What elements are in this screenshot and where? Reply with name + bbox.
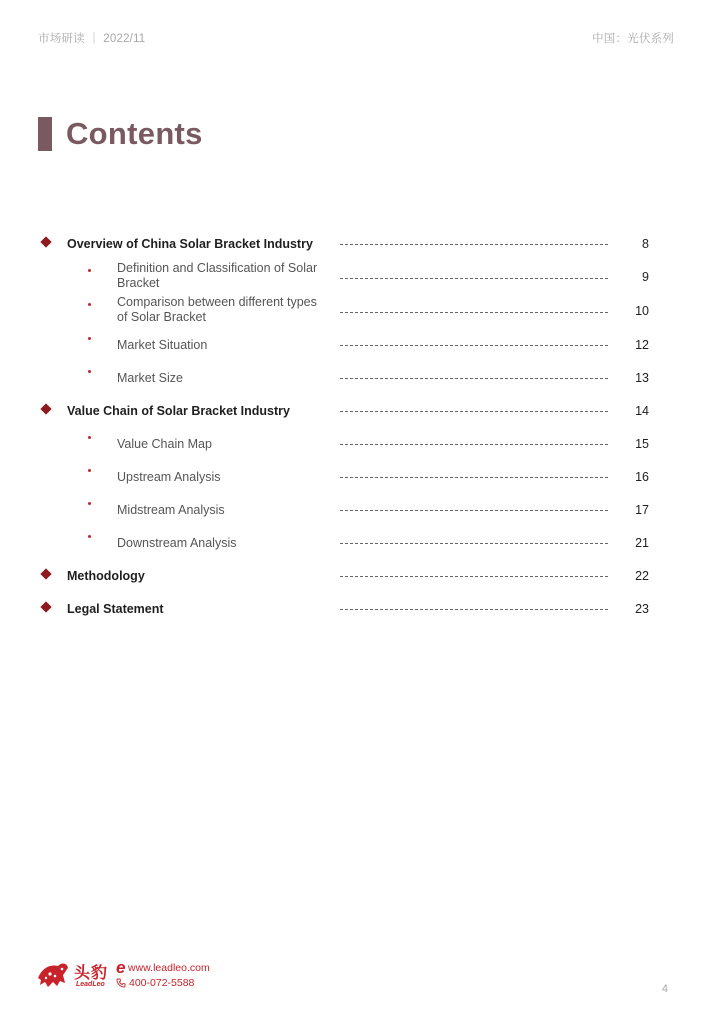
toc-entry[interactable] [0,593,710,626]
dotted-leader [340,278,608,279]
dotted-leader [340,510,608,511]
toc-entry-page: 9 [642,270,649,284]
phone-number: 400-072-5588 [129,977,195,989]
dot-bullet-icon [88,535,91,538]
toc-entry[interactable] [0,461,710,494]
toc-entry-page: 13 [635,371,649,385]
toc-entry-label: Upstream Analysis [117,470,221,484]
dot-bullet-icon [88,502,91,505]
toc-entry-page: 21 [635,536,649,550]
toc-entry-label: Overview of China Solar Bracket Industry [67,237,313,251]
header-report-type-date: 市场研读 ｜ 2022/11 [38,33,146,45]
dotted-leader [340,411,608,412]
toc-entry-label: Comparison between different types of Solar Bracket [117,295,317,324]
toc-entry[interactable] [0,329,710,362]
dotted-leader [340,312,608,313]
page-title: Contents [66,116,203,151]
toc-entry[interactable] [0,228,710,261]
toc-entry-page: 23 [635,602,649,616]
toc-entry[interactable] [0,295,710,329]
toc-entry-label: Midstream Analysis [117,503,225,517]
diamond-bullet-icon [40,403,51,414]
toc-entry-page: 12 [635,338,649,352]
title-accent-bar [38,117,52,151]
dotted-leader [340,576,608,577]
dotted-leader [340,244,608,245]
website-link[interactable]: www.leadleo.com [128,962,210,974]
toc-entry-label: Market Size [117,371,183,385]
dot-bullet-icon [88,337,91,340]
dot-bullet-icon [88,269,91,272]
toc-entry-page: 8 [642,237,649,251]
dotted-leader [340,609,608,610]
dotted-leader [340,378,608,379]
toc-entry-label: Downstream Analysis [117,536,237,550]
toc-entry-page: 15 [635,437,649,451]
toc-entry-page: 10 [635,304,649,318]
brand-e-mark: e [116,958,126,977]
contents-heading [38,116,203,152]
dotted-leader [340,444,608,445]
leadleo-logo [36,958,211,994]
brand-name-cn: 头豹 [74,965,109,982]
dot-bullet-icon [88,303,91,306]
dot-bullet-icon [88,436,91,439]
toc-entry[interactable] [0,362,710,395]
dotted-leader [340,345,608,346]
toc-entry-page: 16 [635,470,649,484]
dot-bullet-icon [88,370,91,373]
dot-bullet-icon [88,469,91,472]
toc-entry[interactable] [0,560,710,593]
leopard-logo-icon [36,958,70,990]
toc-entry-label: Market Situation [117,338,208,352]
table-of-contents [0,228,710,626]
phone-icon [116,978,126,988]
toc-entry[interactable] [0,261,710,295]
diamond-bullet-icon [40,601,51,612]
header-series: 中国：光伏系列 [592,33,674,45]
toc-entry-label: Methodology [67,569,145,583]
dotted-leader [340,477,608,478]
toc-entry[interactable] [0,527,710,560]
toc-entry-label: Legal Statement [67,602,164,616]
toc-entry-page: 17 [635,503,649,517]
page-number: 4 [661,983,668,995]
toc-entry-label: Value Chain Map [117,437,212,451]
diamond-bullet-icon [40,236,51,247]
toc-entry-label: Definition and Classification of Solar Bracket [117,261,318,290]
phone-contact [116,977,194,989]
toc-entry[interactable] [0,395,710,428]
toc-entry-page: 22 [635,569,649,583]
dotted-leader [340,543,608,544]
toc-entry[interactable] [0,428,710,461]
toc-entry-label: Value Chain of Solar Bracket Industry [67,404,290,418]
diamond-bullet-icon [40,568,51,579]
brand-name-en: LeadLeo [76,981,105,988]
toc-entry[interactable] [0,494,710,527]
toc-entry-page: 14 [635,404,649,418]
